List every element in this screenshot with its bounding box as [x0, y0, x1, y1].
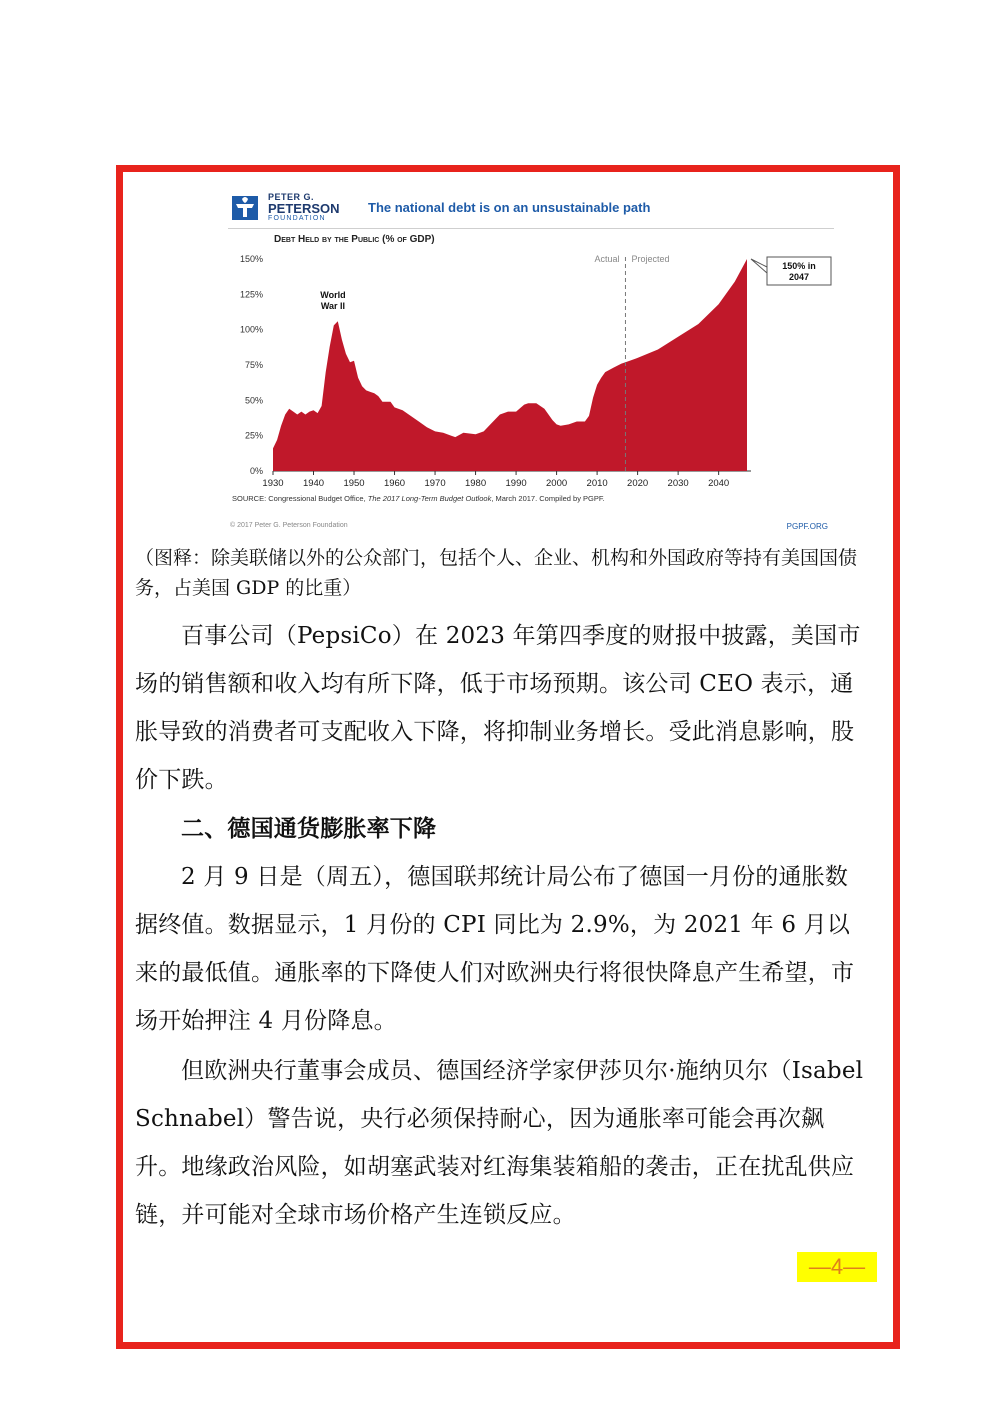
figure-divider — [228, 228, 834, 229]
y-tick-label: 100% — [239, 324, 263, 335]
x-tick-label: 2030 — [667, 478, 689, 489]
x-tick-label: 1930 — [262, 478, 284, 489]
y-tick-label: 25% — [244, 430, 263, 441]
x-tick-label: 1970 — [424, 478, 446, 489]
wwii-annotation: World — [320, 289, 346, 300]
x-tick-label: 1940 — [302, 478, 325, 489]
source-prefix: SOURCE: Congressional Budget Office, — [232, 494, 368, 503]
x-tick-label: 1980 — [464, 478, 487, 489]
section-heading-germany: 二、德国通货膨胀率下降 — [181, 815, 437, 842]
debt-area-chart — [220, 246, 840, 491]
paragraph-german-inflation: 2 月 9 日是（周五），德国联邦统计局公布了德国一月份的通胀数据终值。数据显示，1 月份的 CPI 同比为 2.9%，为 2021 年 6 月以来的最低值。通胀率的下降使人们对欧洲央行将很快降息产生希望，市场开始押注 4 月份降息。 — [135, 864, 855, 1034]
x-tick-label: 2040 — [708, 478, 730, 489]
logo-line2: PETERSON — [268, 201, 340, 216]
source-suffix: , March 2017. Compiled by PGPF. — [491, 494, 605, 503]
source-title: The 2017 Long-Term Budget Outlook — [367, 494, 492, 503]
x-tick-label: 2010 — [586, 478, 608, 489]
figure-caption: （图释：除美联储以外的公众部门，包括个人、企业、机构和外国政府等持有美国国债务，占美国 GDP 的比重） — [135, 547, 858, 599]
site-link[interactable]: PGPF.ORG — [786, 522, 828, 531]
x-tick-label: 2000 — [546, 478, 568, 489]
y-tick-label: 150% — [239, 254, 263, 264]
wwii-annotation: War II — [320, 300, 346, 311]
x-tick-label: 2020 — [627, 478, 649, 489]
peterson-torch-logo-icon — [232, 196, 258, 220]
chart-source — [232, 494, 605, 503]
page-number: —4— — [797, 1252, 877, 1282]
copyright-note: © 2017 Peter G. Peterson Foundation — [230, 522, 348, 529]
callout-pointer — [751, 259, 767, 273]
debt-chart-figure — [220, 188, 840, 538]
logo-line1: PETER G. — [268, 192, 315, 202]
y-tick-label: 50% — [244, 395, 263, 406]
x-tick-label: 1960 — [383, 478, 406, 489]
projected-label: Projected — [631, 254, 670, 264]
x-tick-label: 1950 — [343, 478, 365, 489]
chart-heading: Debt Held by the Public (% of GDP) — [274, 234, 435, 245]
y-tick-label: 75% — [244, 360, 263, 370]
actual-label: Actual — [594, 254, 620, 264]
y-tick-label: 125% — [239, 289, 263, 300]
callout-text: 2047 — [788, 272, 810, 282]
x-tick-label: 1990 — [505, 478, 527, 489]
figure-title: The national debt is on an unsustainable path — [368, 200, 651, 215]
paragraph-schnabel-warning: 但欧洲央行董事会成员、德国经济学家伊莎贝尔·施纳贝尔（Isabel Schnabel）警告说，央行必须保持耐心，因为通胀率可能会再次飙升。地缘政治风险，如胡塞武装对红海集装箱船的袭击，正在扰乱供应链，并可能对全球市场价格产生连锁反应。 — [135, 1058, 864, 1228]
paragraph-pepsico: 百事公司（PepsiCo）在 2023 年第四季度的财报中披露，美国市场的销售额和收入均有所下降，低于市场预期。该公司 CEO 表示，通胀导致的消费者可支配收入下降，将抑制业务增长。受此消息影响，股价下跌。 — [135, 623, 861, 793]
logo-line3: FOUNDATION — [268, 215, 326, 222]
callout-text: 150% in — [782, 261, 816, 271]
y-tick-label: 0% — [249, 466, 263, 476]
